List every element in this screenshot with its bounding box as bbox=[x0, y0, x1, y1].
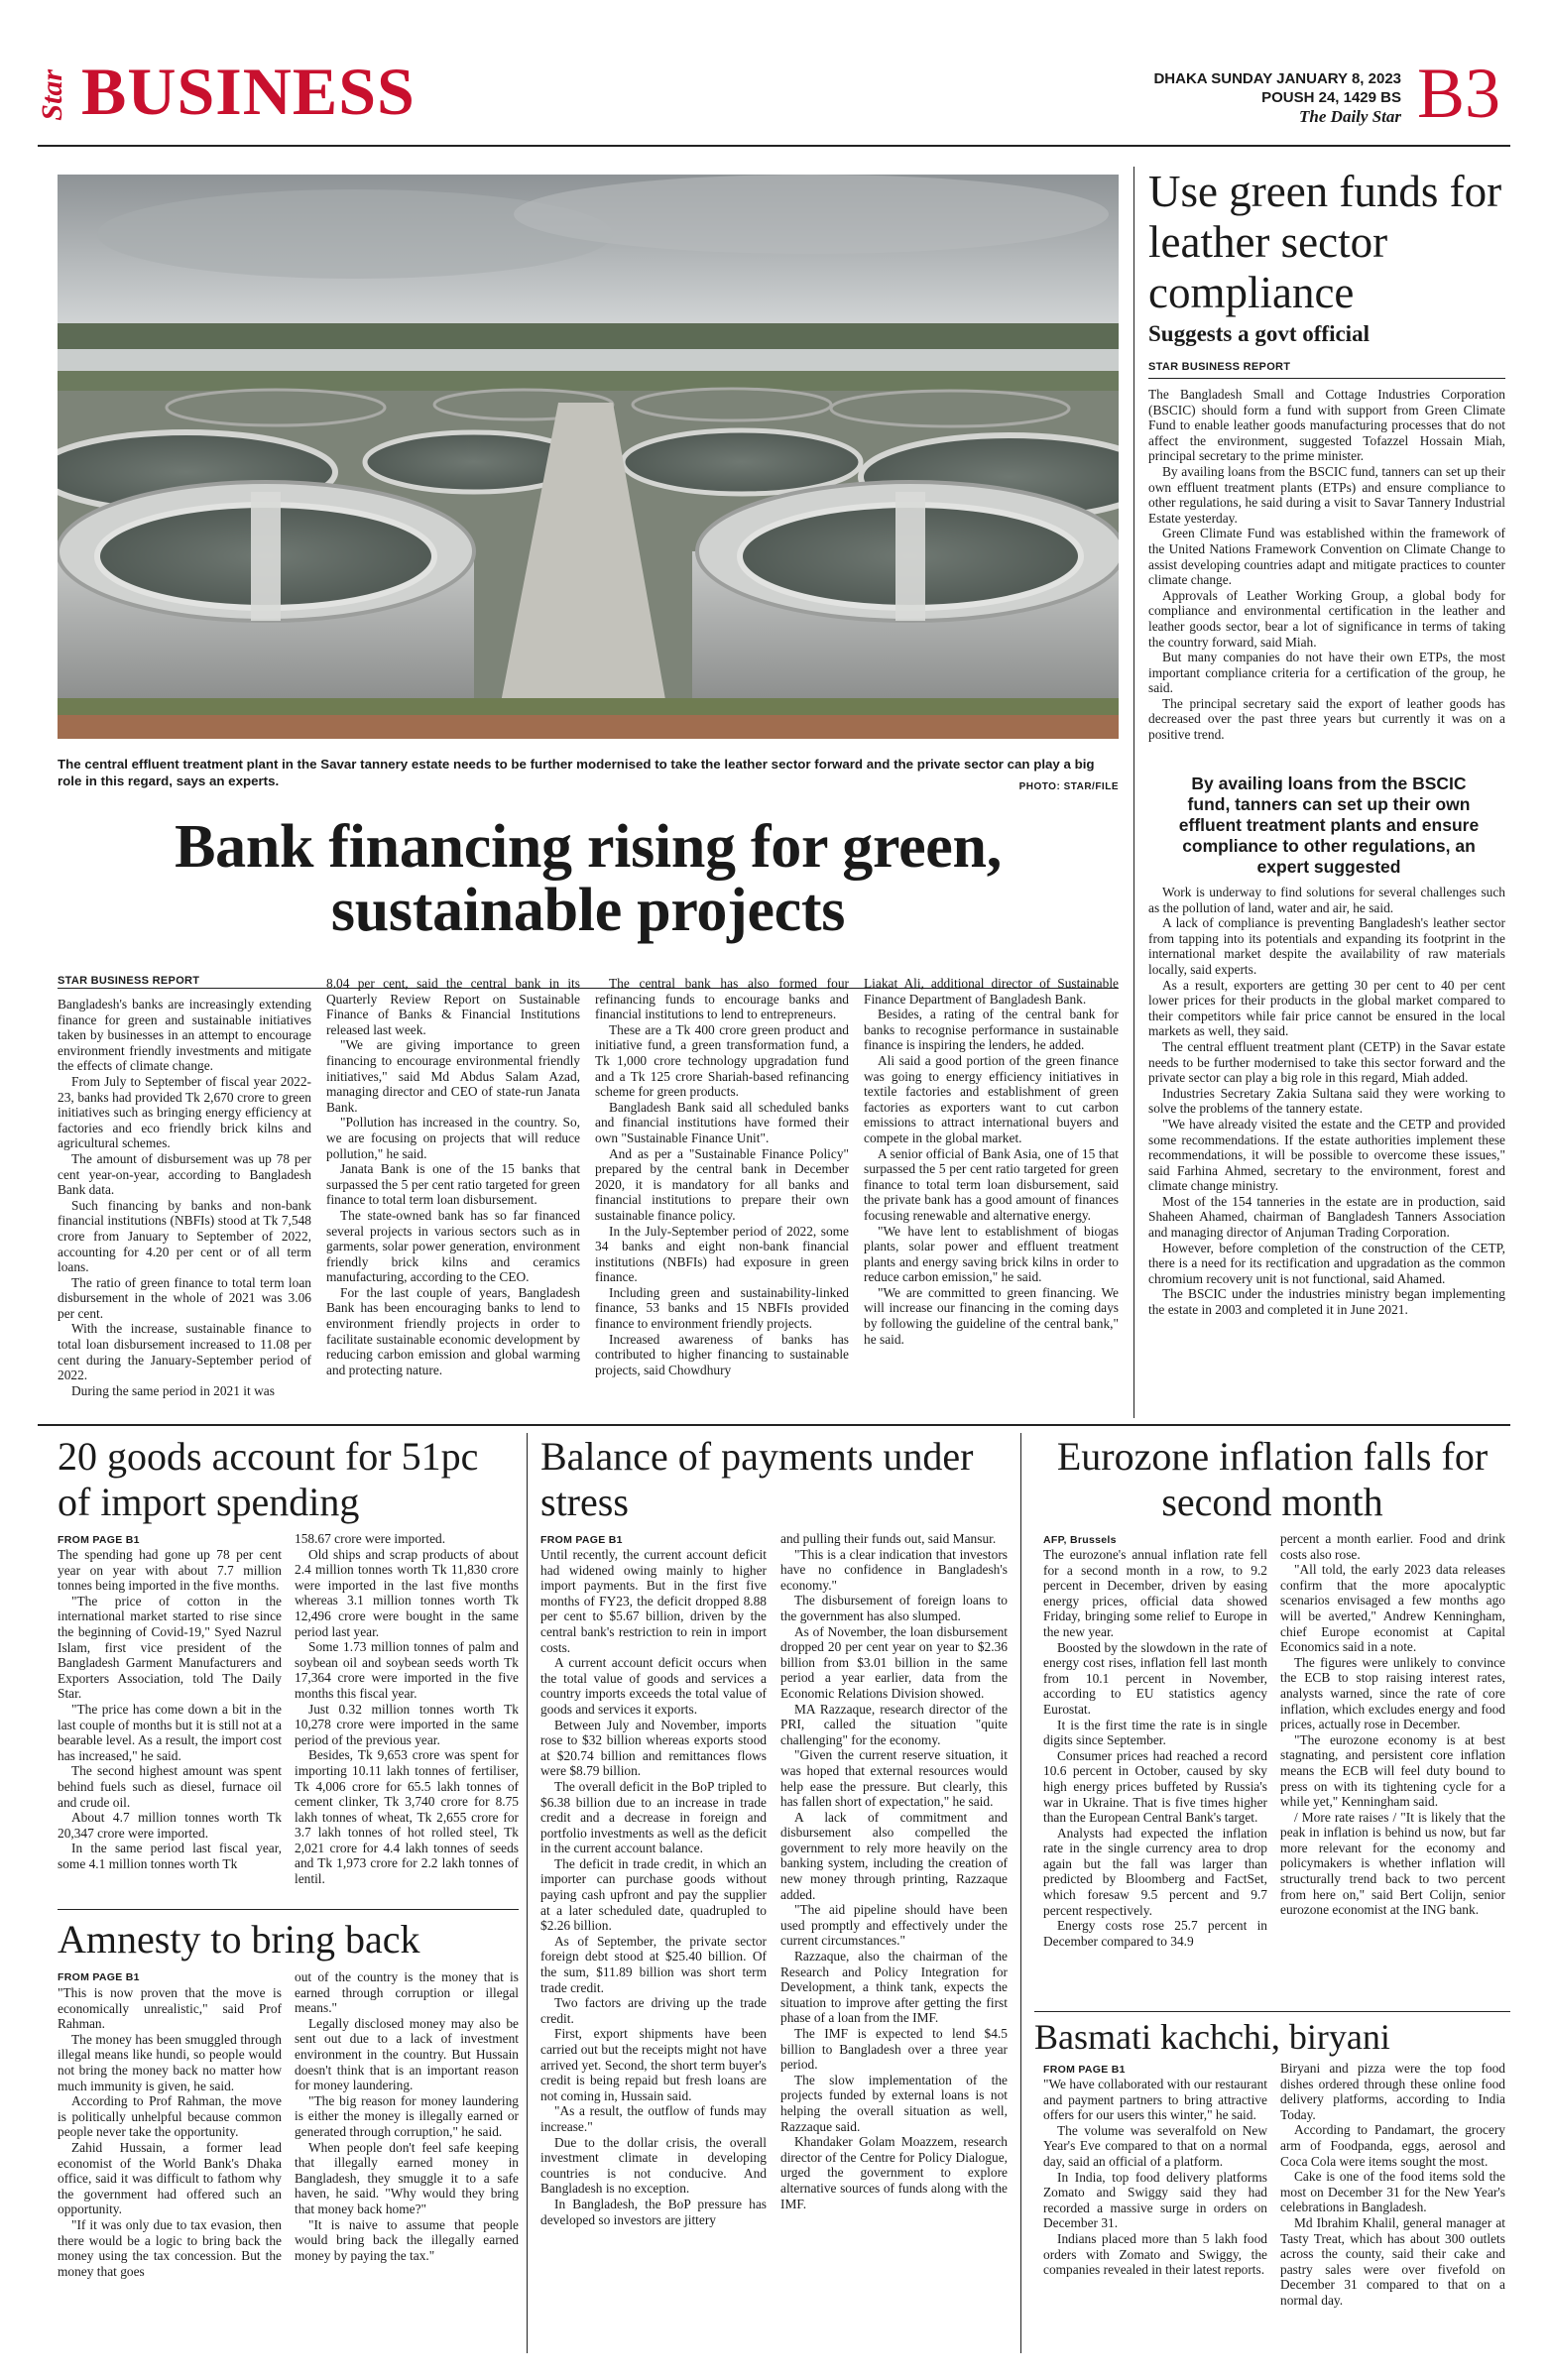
paragraph: In Bangladesh, the BoP pressure has developed so investors are jittery bbox=[540, 2196, 767, 2227]
date: DHAKA SUNDAY JANUARY 8, 2023 bbox=[1153, 70, 1401, 87]
paragraph: Due to the dollar crisis, the overall investment climate in developing countries is not conducive. And Bangladesh is no exception. bbox=[540, 2134, 767, 2197]
paragraph: Consumer prices had reached a record 10.6 percent in October, caused by sky high energy prices buffeted by Russia's war in Ukraine. That is five times higher than the European Central Bank's target. bbox=[1043, 1747, 1267, 1826]
main-headline: Bank financing rising for green, sustainable projects bbox=[175, 813, 1002, 944]
main-col-4 bbox=[864, 976, 1119, 1347]
paragraph: Approvals of Leather Working Group, a global body for compliance and environmental certification in the leather and leather goods sector, bear a lot of significance in terms of taking the country forward, said Miah. bbox=[1148, 587, 1505, 650]
paragraph: About 4.7 million tonnes worth Tk 20,347 crore were imported. bbox=[58, 1810, 282, 1841]
paragraph: The overall deficit in the BoP tripled to $6.38 billion due to an increase in trade credit and a decrease in foreign and portfolio investments as well as the deficit in the current account balance. bbox=[540, 1778, 767, 1856]
brand-logo: The Daily Star bbox=[1299, 107, 1401, 126]
paragraph: The BSCIC under the industries ministry began implementing the estate in 2003 and completed it in June 2021. bbox=[1148, 1286, 1505, 1318]
basmati-dateline: FROM PAGE B1 bbox=[1043, 2064, 1126, 2076]
side-col-bottom bbox=[1148, 885, 1505, 1318]
amnesty-headline: Amnesty to bring back bbox=[58, 1917, 420, 1962]
story-rule bbox=[1034, 2011, 1510, 2012]
paragraph: During the same period in 2021 it was bbox=[71, 1382, 275, 1398]
paragraph: Including green and sustainability-linked finance, 53 banks and 15 NBFIs provided finance to environment friendly projects. bbox=[595, 1284, 849, 1332]
paragraph: A current account deficit occurs when the total value of goods and services a country imports exceeds the total value of goods and services it exports. bbox=[540, 1655, 767, 1717]
amnesty-col-1 bbox=[58, 1985, 282, 2279]
paragraph: / More rate raises / "It is likely that the peak in inflation is behind us now, but far more relevant for the economy and policymakers is whether inflation will structurally trend back to two percent from here on," said Bert Colijn, senior eurozone economist at the ING bank. bbox=[1280, 1809, 1505, 1918]
side-col-top bbox=[1148, 387, 1505, 743]
paragraph: As of November, the loan disbursement dropped 20 per cent year on year to $2.36 billion from $3.01 billion in the same period a year earlier, data from the Economic Relations Division showed. bbox=[780, 1623, 1008, 1701]
paragraph: and pulling their funds out, said Mansur. bbox=[780, 1531, 997, 1546]
paragraph: According to Pandamart, the grocery arm of Foodpanda, eggs, aerosol and Coca Cola were items sought the most. bbox=[1280, 2122, 1505, 2169]
paragraph: "As a result, the outflow of funds may increase." bbox=[540, 2103, 767, 2134]
paragraph: Boosted by the slowdown in the rate of energy cost rises, inflation fell last month from 10.1 percent in November, according to EU statistics agency Eurostat. bbox=[1043, 1639, 1267, 1717]
paragraph: Razzaque, also the chairman of the Research and Policy Integration for Development, a think tank, expects the situation to improve after getting the first phase of a loan from the IMF. bbox=[780, 1949, 1008, 2026]
basmati-headline: Basmati kachchi, biryani bbox=[1034, 2017, 1390, 2057]
paragraph: "This is now proven that the move is economically unrealistic," said Prof Rahman. bbox=[58, 1985, 282, 2032]
paragraph: The ratio of green finance to total term loan disbursement in the whole of 2021 was 3.06 per cent. bbox=[58, 1274, 311, 1321]
paragraph: Besides, Tk 9,653 crore was spent for importing 10.11 lakh tonnes of fertiliser, Tk 4,006 crore for 65.5 lakh tonnes of cement clinker, Tk 3,740 crore for 8.75 lakh tonnes of wheat, Tk 2,655 crore for 3.7 lakh tonnes of hot rolled steel, Tk 2,021 crore for 4.4 lakh tonnes of seeds and Tk 1,973 crore for 2.2 lakh tonnes of lentil. bbox=[295, 1747, 519, 1887]
paragraph: The spending had gone up 78 per cent year on year with about 7.7 million tonnes being imported in the five months. bbox=[58, 1547, 282, 1594]
paragraph: Until recently, the current account deficit had widened owing mainly to higher import payments. But in the first five months of FY23, the deficit dropped 8.88 per cent to $5.67 billion, driven by the central bank's restriction to rein in import costs. bbox=[540, 1547, 767, 1655]
paragraph: Just 0.32 million tonnes worth Tk 10,278 crore were imported in the same period of the previous year. bbox=[295, 1701, 519, 1747]
paragraph: It is the first time the rate is in single digits since September. bbox=[1043, 1717, 1267, 1748]
paragraph: "Pollution has increased in the country. So, we are focusing on projects that will reduce pollution," he said. bbox=[326, 1115, 580, 1161]
pull-quote: By availing loans from the BSCIC fund, tanners can set up their own effluent treatment plants and ensure compliance to other regulations, an expert suggested bbox=[1178, 774, 1480, 877]
story-rule bbox=[58, 1909, 519, 1910]
paragraph: MA Razzaque, research director of the PRI, called the situation "quite challenging" for the economy. bbox=[780, 1701, 1008, 1747]
paragraph: 158.67 crore were imported. bbox=[295, 1531, 446, 1546]
paragraph: For the last couple of years, Bangladesh Bank has been encouraging banks to lend to environment friendly projects in order to facilitate sustainable economic development by reducing carbon emission and global warming and protecting nature. bbox=[326, 1284, 580, 1377]
euro-headline: Eurozone inflation falls for second month bbox=[1056, 1434, 1489, 1524]
paragraph: Such financing by banks and non-bank financial institutions (NBFIs) stood at Tk 7,548 crore from January to September of 2022, accounting for 4.20 per cent or of all term loans. bbox=[58, 1197, 311, 1275]
paragraph: Indians placed more than 5 lakh food orders with Zomato and Swiggy, the companies revealed in their latest reports. bbox=[1043, 2230, 1267, 2278]
paragraph: Legally disclosed money may also be sent out due to a lack of investment environment in the country. But Hussain doesn't think that is an important reason for money laundering. bbox=[295, 2015, 519, 2093]
paragraph: "The big reason for money laundering is either the money is illegally earned or generated through corruption," he said. bbox=[295, 2092, 519, 2139]
paragraph: Most of the 154 tanneries in the estate are in production, said Shaheen Ahamed, chairman of Bangladesh Tanners Association and managing director of Anjuman Trading Corporation. bbox=[1148, 1193, 1505, 1241]
paragraph: The second highest amount was spent behind fuels such as diesel, furnace oil and crude oil. bbox=[58, 1763, 282, 1810]
paragraph: In India, top food delivery platforms Zomato and Swiggy said they had recorded a massive surge in orders on December 31. bbox=[1043, 2169, 1267, 2231]
goods-col-2 bbox=[295, 1531, 519, 1887]
paragraph: 8.04 per cent, said the central bank in its Quarterly Review Report on Sustainable Finance of Banks & Financial Institutions released last week. bbox=[326, 976, 580, 1037]
paragraph: Increased awareness of banks has contributed to higher financing to sustainable projects, said Chowdhury bbox=[595, 1331, 849, 1377]
paragraph: First, export shipments have been carried out but the receipts might not have arrived yet. Second, the short term buyer's credit is being repaid but fresh loans are not coming in, Hussain said. bbox=[540, 2026, 767, 2103]
main-col-2 bbox=[326, 976, 580, 1377]
paragraph: "The price has come down a bit in the last couple of months but it is still not at a bearable level. As a result, the import cost has increased," he said. bbox=[58, 1701, 282, 1763]
paragraph: out of the country is the money that is earned through corruption or illegal means." bbox=[295, 1969, 519, 2016]
paragraph: The principal secretary said the export of leather goods has decreased over the past three years but currently it was on a positive trend. bbox=[1148, 695, 1505, 743]
masthead-rule bbox=[38, 145, 1510, 147]
paragraph: A lack of commitment and disbursement also compelled the government to rely more heavily on the banking system, including the creation of new money through printing, Razzaque added. bbox=[780, 1809, 1008, 1902]
dateline bbox=[1153, 69, 1401, 126]
section-rule bbox=[38, 1424, 1510, 1426]
paragraph: "This is a clear indication that investors have no confidence in Bangladesh's economy." bbox=[780, 1546, 1008, 1593]
paragraph: The figures were unlikely to convince the ECB to stop raising interest rates, analysts warned, since the rate of core inflation, which excludes energy and food prices, actually rose in December. bbox=[1280, 1654, 1505, 1732]
paragraph: "The price of cotton in the international market started to rise since the beginning of Covid-19," Syed Nazrul Islam, first vice president of the Bangladesh Garment Manufacturers and Exporters Association, told The Daily Star. bbox=[58, 1593, 282, 1702]
paragraph: Analysts had expected the inflation rate in the single currency area to drop again but the fall was larger than predicted by Bloomberg and FactSet, which foresaw 9.5 percent and 9.7 percent respectively. bbox=[1043, 1825, 1267, 1918]
paragraph: In the same period last fiscal year, some 4.1 million tonnes worth Tk bbox=[58, 1841, 282, 1871]
paragraph: Two factors are driving up the trade credit. bbox=[540, 1995, 767, 2026]
paragraph: Md Ibrahim Khalil, general manager at Tasty Treat, which has about 300 outlets across the county, said their cake and pastry sales were over fivefold on December 31 compared to that on a normal day. bbox=[1280, 2214, 1505, 2308]
paragraph: "If it was only due to tax evasion, then there would be a logic to bring back the money using the tax concession. But the money that goes bbox=[58, 2216, 282, 2279]
paragraph: The IMF is expected to lend $4.5 billion to Bangladesh over a three year period. bbox=[780, 2026, 1008, 2073]
main-col-1 bbox=[58, 997, 311, 1398]
photo-credit: PHOTO: STAR/FILE bbox=[1018, 781, 1119, 792]
paragraph: Bangladesh's banks are increasingly extending finance for green and sustainable initiatives taken by businesses in an attempt to encourage environment friendly investments and mitigate the effects of climate change. bbox=[58, 997, 311, 1074]
paragraph: Energy costs rose 25.7 percent in December compared to 34.9 bbox=[1043, 1918, 1267, 1949]
paragraph: In the July-September period of 2022, some 34 banks and eight non-bank financial institutions (NBFIs) had exposure in green finance. bbox=[595, 1223, 849, 1285]
paragraph: "We have lent to establishment of biogas plants, solar power and effluent treatment plants and energy saving brick kilns in order to reduce carbon emission," he said. bbox=[864, 1223, 1119, 1285]
paragraph: The disbursement of foreign loans to the government has also slumped. bbox=[780, 1593, 1008, 1623]
paragraph: Green Climate Fund was established within the framework of the United Nations Framework Convention on Climate Change to assist developing countries adapt and mitigate practices to counter climate change. bbox=[1148, 526, 1505, 588]
paragraph: As a result, exporters are getting 30 per cent to 40 per cent lower prices for their products in the global market compared to their competitors while fair price cannot be ensured in the local markets as well, they said. bbox=[1148, 977, 1505, 1039]
section-title: BUSINESS bbox=[81, 54, 416, 129]
paragraph: Besides, a rating of the central bank for banks to recognise performance in sustainable finance is inspiring the lenders, he added. bbox=[864, 1007, 1119, 1053]
basmati-col-2 bbox=[1280, 2061, 1505, 2309]
paragraph: "We have collaborated with our restaurant and payment partners to bring attractive offers for our users this winter," he said. bbox=[1043, 2077, 1267, 2123]
paragraph: A senior official of Bank Asia, one of 15 that surpassed the 5 per cent ratio targeted for green finance to total term loan disbursement, said the private bank has a good amount of finances focusing renewable and alternative energy. bbox=[864, 1145, 1119, 1223]
paragraph: "We are giving importance to green financing to encourage environmental friendly initiatives," said Md Abdus Salam Azad, managing director and CEO of state-run Janata Bank. bbox=[326, 1037, 580, 1115]
main-byline: STAR BUSINESS REPORT bbox=[58, 975, 200, 987]
paragraph: The central bank has also formed four refinancing funds to encourage banks and financial institutions to lend to entrepreneurs. bbox=[595, 976, 849, 1022]
page-number: B3 bbox=[1416, 54, 1500, 133]
tannery-photo bbox=[58, 175, 1119, 739]
side-headline: Use green funds for leather sector compliance bbox=[1148, 167, 1502, 317]
paragraph: By availing loans from the BSCIC fund, tanners can set up their own effluent treatment plants (ETPs) and ensure compliance to other regulations, he said during a visit to Savar Tannery Industrial Estate yesterday. bbox=[1148, 463, 1505, 526]
paragraph: The money has been smuggled through illegal means like hundi, so people would not bring the money back no matter how much immunity is given, he said. bbox=[58, 2031, 282, 2093]
euro-col-1 bbox=[1043, 1547, 1267, 1949]
paragraph: A lack of compliance is preventing Bangladesh's leather sector from tapping into its potentials and expanding its footprint in the international market despite the availability of raw materials locally, said experts. bbox=[1148, 915, 1505, 977]
bengali-date: POUSH 24, 1429 BS bbox=[1261, 89, 1401, 106]
paragraph: The slow implementation of the projects funded by external loans is not helping the overall situation as well, Razzaque said. bbox=[780, 2072, 1008, 2134]
side-byline-rule bbox=[1148, 378, 1505, 379]
tannery-illustration bbox=[58, 175, 1119, 739]
goods-dateline: FROM PAGE B1 bbox=[58, 1534, 140, 1546]
paragraph: But many companies do not have their own ETPs, the most important compliance criteria for a certification of the group, he said. bbox=[1148, 650, 1505, 696]
paragraph: "The eurozone economy is at best stagnating, and persistent core inflation means the ECB will feel duty bound to press on with its tightening cycle for a while yet," Kenningham said. bbox=[1280, 1731, 1505, 1810]
amnesty-dateline: FROM PAGE B1 bbox=[58, 1971, 140, 1983]
paragraph: Cake is one of the food items sold the most on December 31 for the New Year's celebrations in Bangladesh. bbox=[1280, 2169, 1505, 2215]
paragraph: Khandaker Golam Moazzem, research director of the Centre for Policy Dialogue, urged the government to explore alternative sources of funds along with the IMF. bbox=[780, 2134, 1008, 2211]
paragraph: Ali said a good portion of the green finance was going to energy efficiency initiatives in textile factories and establishment of green factories as exporters want to cut carbon emissions to attract international buyers and compete in the global market. bbox=[864, 1052, 1119, 1145]
masthead-star-logo: Star bbox=[36, 69, 68, 121]
paragraph: The state-owned bank has so far financed several projects in various sectors such as in garments, solar power generation, environment friendly brick kilns and ceramics manufacturing, according to the CEO. bbox=[326, 1207, 580, 1285]
basmati-col-1 bbox=[1043, 2077, 1267, 2278]
bop-col-1 bbox=[540, 1547, 767, 2227]
paragraph: The central effluent treatment plant (CETP) in the Savar estate needs to be further modernised to take this sector forward and the private sector can play a big role in this regard, Miah added. bbox=[1148, 1038, 1505, 1086]
column-divider bbox=[527, 1433, 528, 2353]
paragraph: Zahid Hussain, a former lead economist of the World Bank's Dhaka office, said it was difficult to fathom why the government had offered such an opportunity. bbox=[58, 2139, 282, 2217]
paragraph: With the increase, sustainable finance to total loan disbursement increased to 11.08 per cent during the January-September period of 2022. bbox=[58, 1321, 311, 1383]
euro-col-2 bbox=[1280, 1531, 1505, 1918]
paragraph: "We are committed to green financing. We will increase our financing in the coming days by following the guideline of the central bank," he said. bbox=[864, 1284, 1119, 1347]
paragraph: Old ships and scrap products of about 2.4 million tonnes worth Tk 11,830 crore were imported in the last five months whereas 3.1 million tonnes worth Tk 12,496 crore were bought in the same period last year. bbox=[295, 1546, 519, 1639]
column-divider bbox=[1133, 167, 1134, 1418]
paragraph: Work is underway to find solutions for several challenges such as the pollution of land, water and air, he said. bbox=[1148, 885, 1505, 915]
paragraph: Between July and November, imports rose to $32 billion whereas exports stood at $20.74 billion and remittances flows were $8.79 billion. bbox=[540, 1717, 767, 1779]
paragraph: "It is naive to assume that people would bring back the illegally earned money by paying the tax." bbox=[295, 2216, 519, 2263]
photo-caption: The central effluent treatment plant in the Savar tannery estate needs to be further modernised to take the leather sector forward and the private sector can play a big role in this regard, says an experts. bbox=[58, 757, 1095, 788]
paragraph: The amount of disbursement was up 78 per cent year-on-year, according to Bangladesh Bank data. bbox=[58, 1150, 311, 1198]
paragraph: "We have already visited the estate and the CETP and provided some recommendations. If the estate authorities implement these recommendations, it will be possible to overcome these issues," said Farhina Ahmed, secretary to the environment, forest and climate change ministry. bbox=[1148, 1116, 1505, 1194]
paragraph: However, before completion of the construction of the CETP, there is a need for its rectification and upgradation as the common chromium recovery unit is not functional, said Ahamed. bbox=[1148, 1240, 1505, 1286]
goods-headline: 20 goods account for 51pc of import spending bbox=[58, 1434, 479, 1524]
bop-dateline: FROM PAGE B1 bbox=[540, 1534, 623, 1546]
euro-dateline: AFP, Brussels bbox=[1043, 1534, 1117, 1546]
paragraph: The eurozone's annual inflation rate fell for a second month in a row, to 9.2 percent in December, driven by easing energy prices, official data showed Friday, bringing some relief to Europe in the new year. bbox=[1043, 1547, 1267, 1639]
bop-col-2 bbox=[780, 1531, 1008, 2211]
paragraph: Liakat Ali, additional director of Sustainable Finance Department of Bangladesh Bank. bbox=[864, 976, 1119, 1007]
paragraph: And as per a "Sustainable Finance Policy" prepared by the central bank in December 2020, it is mandatory for all banks and financial institutions to prepare their own sustainable finance policy. bbox=[595, 1145, 849, 1223]
paragraph: Janata Bank is one of the 15 banks that surpassed the 5 per cent ratio targeted for green finance to total term loan disbursement. bbox=[326, 1161, 580, 1208]
column-divider bbox=[1020, 1433, 1021, 2353]
side-byline: STAR BUSINESS REPORT bbox=[1148, 361, 1291, 373]
paragraph: Industries Secretary Zakia Sultana said they were working to solve the problems of the tannery estate. bbox=[1148, 1085, 1505, 1117]
paragraph: The volume was severalfold on New Year's Eve compared to that on a normal day, said an official of a platform. bbox=[1043, 2122, 1267, 2169]
main-col-3 bbox=[595, 976, 849, 1377]
paragraph: Biryani and pizza were the top food dishes ordered through these online food delivery platforms, according to India Today. bbox=[1280, 2061, 1505, 2122]
paragraph: As of September, the private sector foreign debt stood at $25.40 billion. Of the sum, $11.89 billion was short term trade credit. bbox=[540, 1933, 767, 1995]
amnesty-col-2 bbox=[295, 1969, 519, 2263]
paragraph: Some 1.73 million tonnes of palm and soybean oil and soybean seeds worth Tk 17,364 crore were imported in the five months this fiscal year. bbox=[295, 1639, 519, 1701]
paragraph: "Given the current reserve situation, it was hoped that external resources would help ease the pressure. But clearly, this has fallen short of expectation," he said. bbox=[780, 1747, 1008, 1810]
paragraph: According to Prof Rahman, the move is politically unhelpful because common people never take the opportunity. bbox=[58, 2093, 282, 2140]
paragraph: percent a month earlier. Food and drink costs also rose. bbox=[1280, 1531, 1505, 1562]
paragraph: Bangladesh Bank said all scheduled banks and financial institutions have formed their own "Sustainable Finance Unit". bbox=[595, 1099, 849, 1145]
paragraph: "The aid pipeline should have been used promptly and effectively under the current circumstances." bbox=[780, 1902, 1008, 1949]
paragraph: From July to September of fiscal year 2022-23, banks had provided Tk 2,670 crore to green initiatives such as bringing energy efficiency at factories and eco friendly brick kilns and agricultural schemes. bbox=[58, 1073, 311, 1151]
bop-headline: Balance of payments under stress bbox=[540, 1434, 974, 1524]
side-deck: Suggests a govt official bbox=[1148, 321, 1370, 346]
goods-col-1 bbox=[58, 1547, 282, 1871]
paragraph: The Bangladesh Small and Cottage Industries Corporation (BSCIC) should form a fund with support from Green Climate Fund to enable leather goods manufacturing processes that do not affect the environment, suggested Tofazzel Hossain Miah, principal secretary to the prime minister. bbox=[1148, 387, 1505, 464]
paragraph: When people don't feel safe keeping that illegally earned money in Bangladesh, they smuggle it to a safe haven, he said. "Why would they bring that money back home?" bbox=[295, 2139, 519, 2216]
paragraph: The deficit in trade credit, in which an importer can purchase goods without paying cash upfront and pay the supplier at a later scheduled date, quadrupled to $2.26 billion. bbox=[540, 1855, 767, 1934]
paragraph: These are a Tk 400 crore green product and initiative fund, a green transformation fund, a Tk 1,000 crore technology upgradation fund and a Tk 125 crore Shariah-based refinancing scheme for green products. bbox=[595, 1021, 849, 1100]
paragraph: "All told, the early 2023 data releases confirm that the more apocalyptic scenarios envisaged a few months ago will be averted," Andrew Kenningham, chief Europe economist at Capital Economics said in a note. bbox=[1280, 1562, 1505, 1655]
